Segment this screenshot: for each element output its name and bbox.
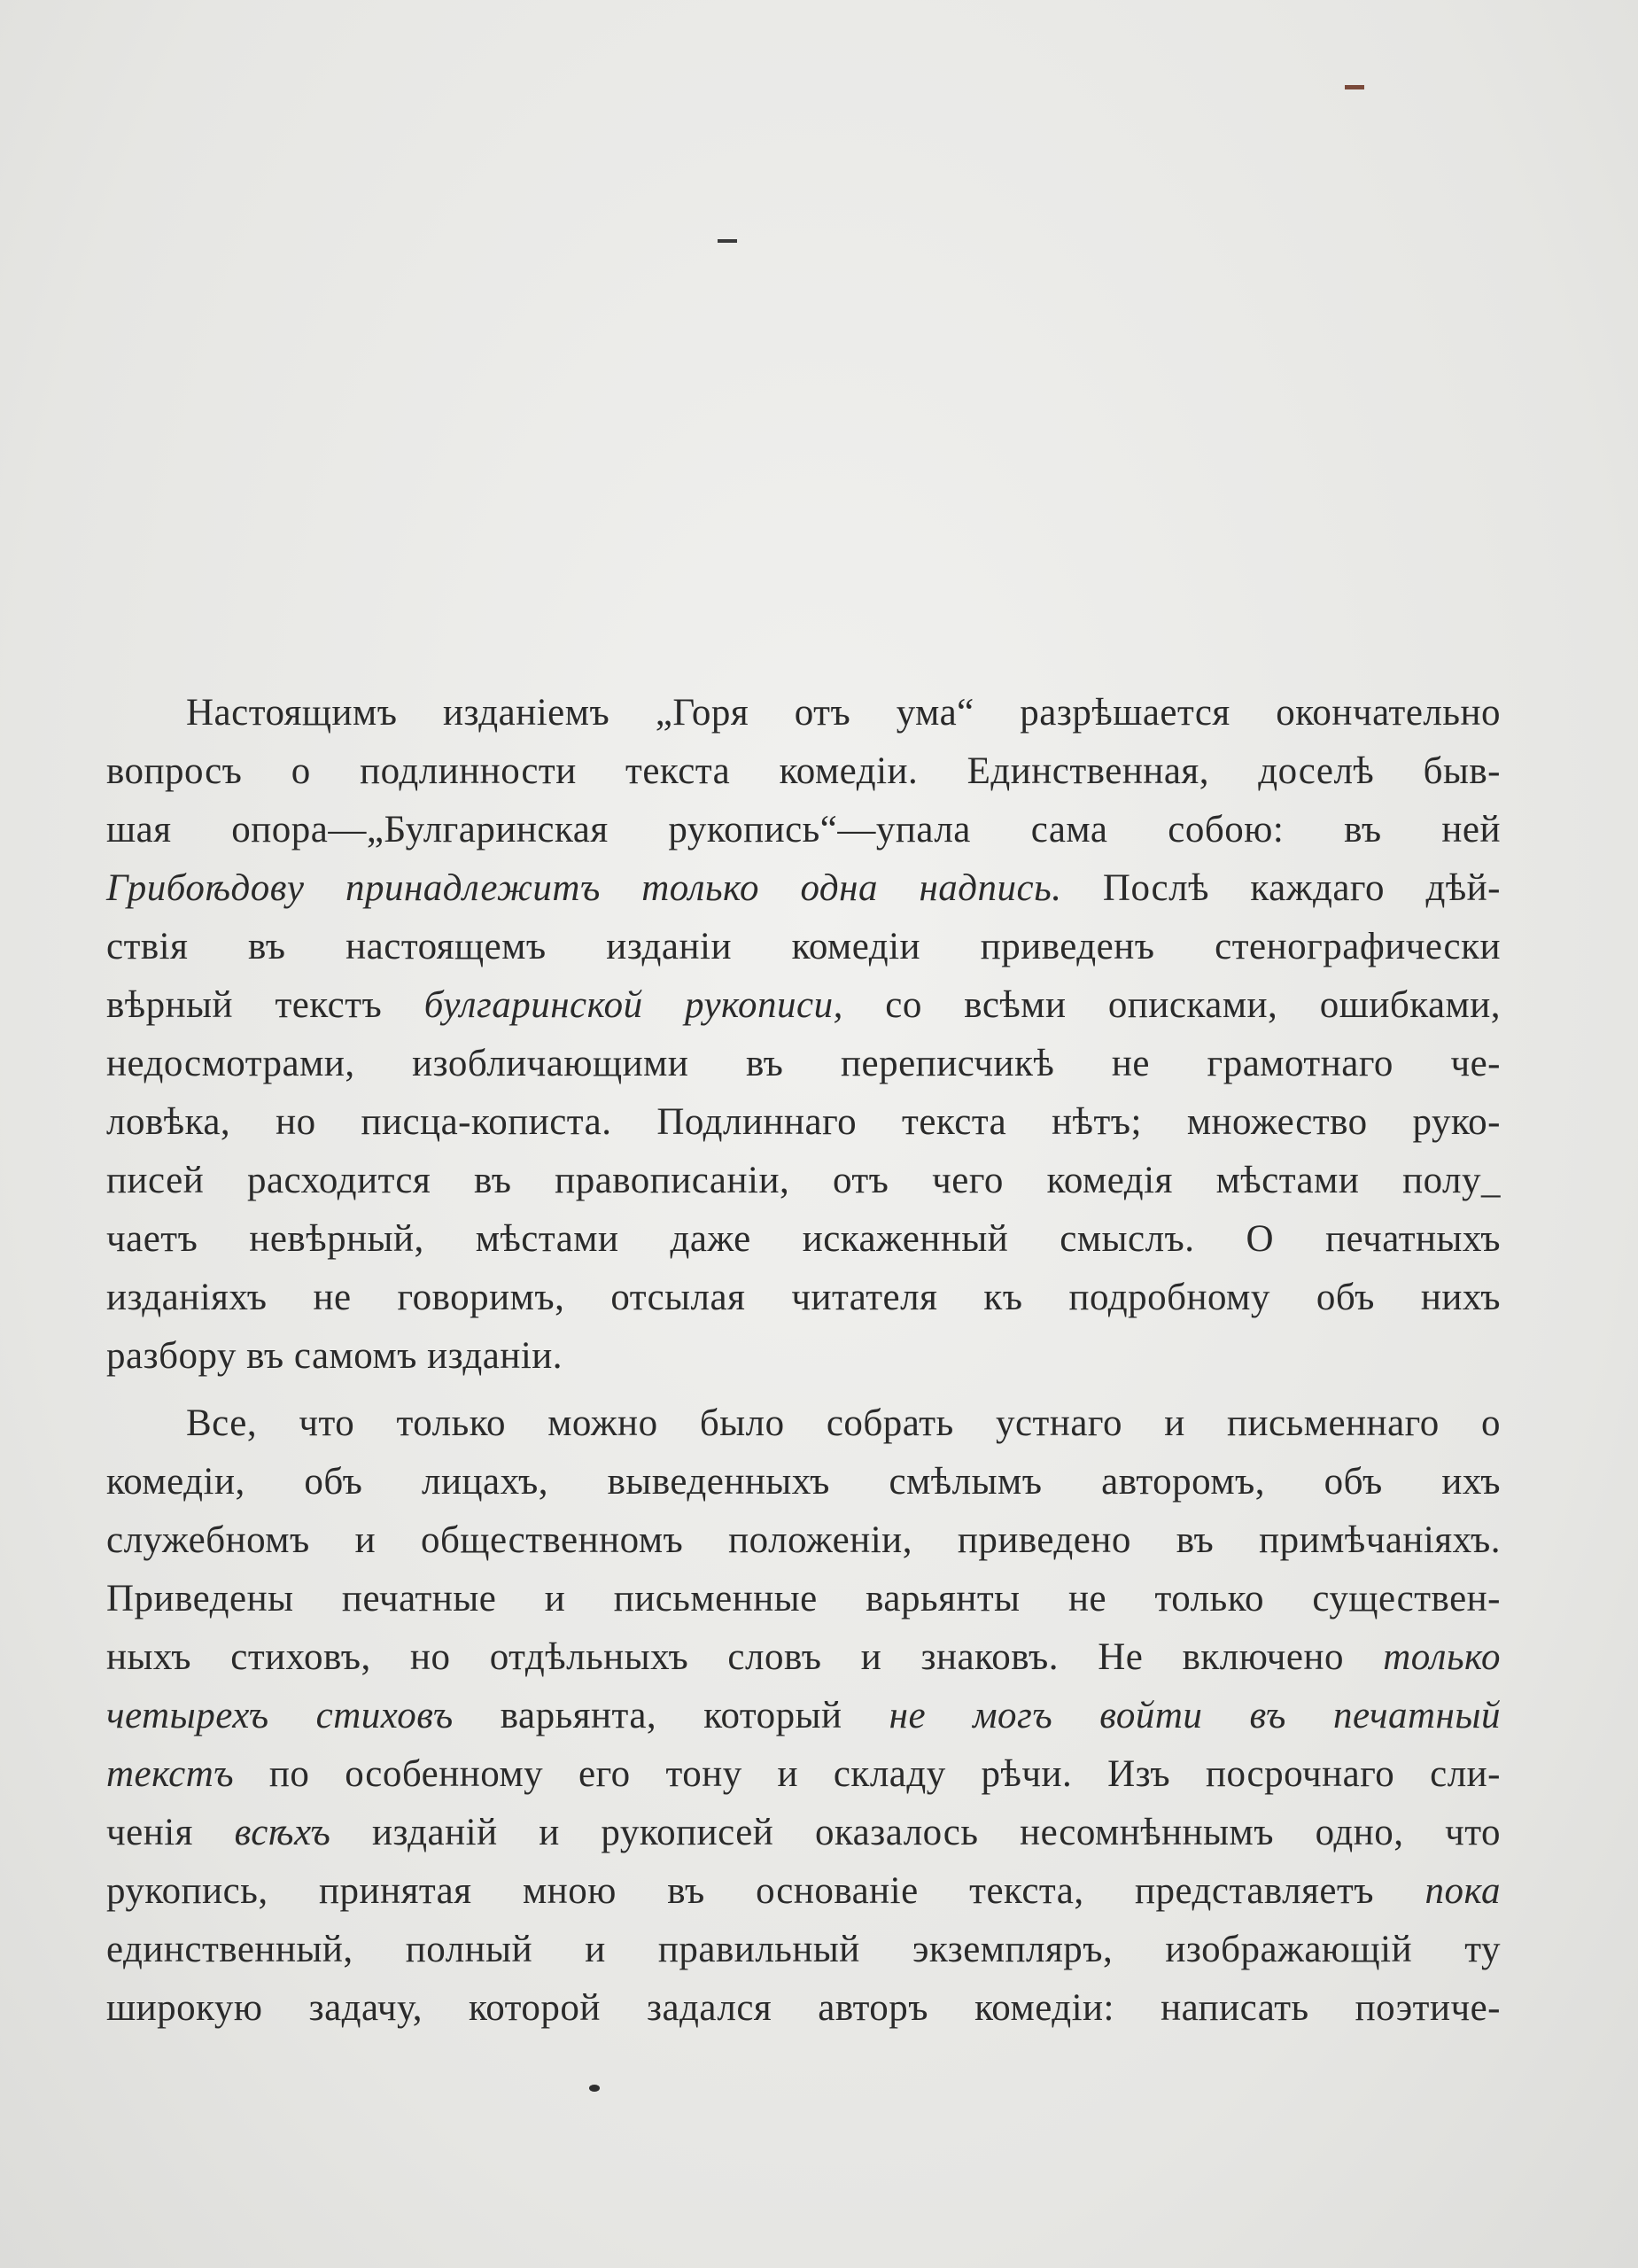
text-run: по особенному его тону и складу рѣчи. Изъ посрочнаго сли- [234, 1753, 1501, 1795]
text-run: шая опора—„Булгаринская рукопись“—упала сама собою: въ ней [106, 809, 1501, 850]
text-run: ченія [106, 1812, 235, 1853]
paragraph [106, 1394, 1501, 2038]
text-line [106, 918, 1501, 976]
text-run: рукопись, принятая мною въ основаніе текста, представляетъ [106, 1870, 1425, 1912]
italic-run: булгаринской рукописи, [423, 984, 843, 1026]
text-run: единственный, полный и правильный экземпляръ, изображающій ту [106, 1929, 1501, 1970]
text-line [106, 1269, 1501, 1327]
text-run: ствія въ настоящемъ изданіи комедіи приведенъ стенографически [106, 926, 1501, 967]
text-line [106, 1570, 1501, 1628]
text-run: Все, что только можно было собрать устнаго и письменнаго о [186, 1402, 1501, 1444]
text-line [106, 1745, 1501, 1804]
ink-mark [1345, 85, 1364, 89]
text-line [106, 1093, 1501, 1152]
text-line [106, 1804, 1501, 1862]
text-line [106, 1035, 1501, 1093]
text-line [106, 1152, 1501, 1210]
text-run: Послѣ каждаго дѣй- [1061, 867, 1501, 909]
text-line [106, 1511, 1501, 1570]
text-line [106, 801, 1501, 859]
text-run: вѣрный текстъ [106, 984, 424, 1026]
text-run: недосмотрами, изобличающими въ переписчикѣ не грамотнаго че- [106, 1043, 1501, 1084]
text-line [106, 742, 1501, 801]
ink-dot [589, 2085, 600, 2092]
text-run: ныхъ стиховъ, но отдѣльныхъ словъ и знаковъ. Не включено [106, 1636, 1384, 1678]
paragraph [106, 684, 1501, 1386]
text-line [106, 1687, 1501, 1745]
text-line [106, 1979, 1501, 2038]
top-dash-mark [718, 239, 737, 243]
text-run: изданіяхъ не говоримъ, отсылая читателя къ подробному объ нихъ [106, 1277, 1501, 1318]
text-line [106, 1394, 1501, 1453]
text-run: чаетъ невѣрный, мѣстами даже искаженный смыслъ. О печатныхъ [106, 1218, 1501, 1260]
text-line [106, 1453, 1501, 1511]
text-run: разбору въ самомъ изданіи. [106, 1335, 563, 1377]
text-line [106, 859, 1501, 918]
text-run: Настоящимъ изданіемъ „Горя отъ ума“ разрѣшается окончательно [186, 692, 1501, 734]
italic-run: только [1383, 1636, 1501, 1678]
text-run: варьянта, который [453, 1695, 889, 1736]
body-text [106, 684, 1501, 2038]
text-line [106, 976, 1501, 1035]
text-run: широкую задачу, которой задался авторъ комедіи: написать поэтиче- [106, 1987, 1501, 2029]
italic-run: всѣхъ [234, 1812, 331, 1853]
text-run: служебномъ и общественномъ положеніи, приведено въ примѣчаніяхъ. [106, 1519, 1501, 1561]
italic-run: четырехъ стиховъ [106, 1695, 454, 1736]
italic-run: не могъ войти въ печатный [889, 1695, 1501, 1736]
text-run: Приведены печатные и письменные варьянты не только существен- [106, 1578, 1501, 1619]
text-run: изданій и рукописей оказалось несомнѣннымъ одно, что [330, 1812, 1502, 1853]
text-line [106, 1628, 1501, 1687]
text-line [106, 1327, 1501, 1386]
text-line [106, 684, 1501, 742]
text-run: со всѣми описками, ошибками, [842, 984, 1502, 1026]
text-line [106, 1921, 1501, 1979]
text-line [106, 1210, 1501, 1269]
text-run: вопросъ о подлинности текста комедіи. Единственная, доселѣ быв- [106, 750, 1501, 792]
paragraph-gap [106, 1386, 1501, 1394]
italic-run: пока [1425, 1870, 1501, 1912]
italic-run: Грибоѣдову принадлежитъ только одна надпись. [106, 867, 1062, 909]
text-run: комедіи, объ лицахъ, выведенныхъ смѣлымъ авторомъ, объ ихъ [106, 1461, 1501, 1503]
italic-run: текстъ [106, 1753, 235, 1795]
text-run: писей расходится въ правописаніи, отъ чего комедія мѣстами полу_ [106, 1160, 1501, 1201]
text-run: ловѣка, но писца-кописта. Подлиннаго текста нѣтъ; множество руко- [106, 1101, 1501, 1143]
text-line [106, 1862, 1501, 1921]
